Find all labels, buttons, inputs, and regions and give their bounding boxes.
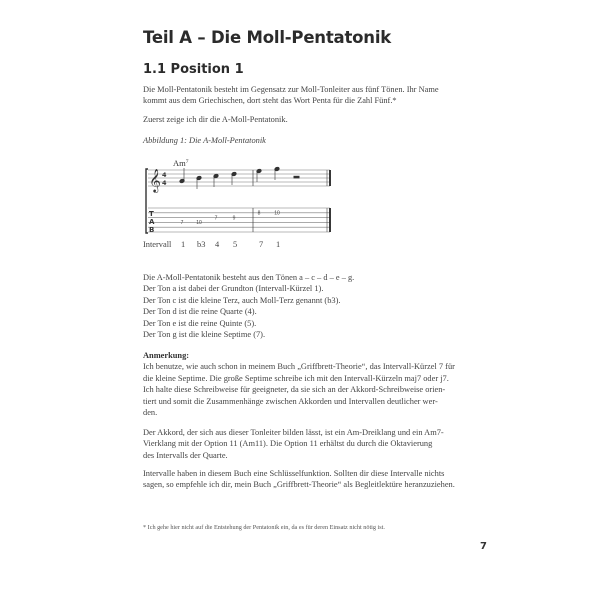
svg-text:7: 7 (214, 215, 218, 222)
figure-caption: Abbildung 1: Die A-Moll-Pentatonik (143, 136, 266, 145)
interval-paragraph (143, 468, 461, 491)
text-line: den. (143, 408, 158, 418)
interval-value: 7 (259, 240, 264, 249)
text-line: Intervalle haben in diesem Buch eine Schlüsselfunktion. Sollten dir diese Intervalle nichts (143, 469, 445, 478)
tones-paragraph (143, 272, 461, 340)
svg-text:8: 8 (257, 210, 261, 217)
tab-clef (149, 210, 155, 234)
page-number: 7 (480, 541, 487, 552)
text-line: Der Ton g ist die kleine Septime (7). (143, 330, 266, 340)
chord-symbol: Am$^7$ (173, 158, 189, 168)
tab-lines (148, 208, 330, 232)
note-title: Anmerkung: (143, 351, 190, 360)
section-title: 1.1 Position 1 (143, 62, 244, 77)
interval-value: 5 (233, 240, 238, 249)
system-bracket (146, 169, 148, 233)
svg-text:7: 7 (180, 220, 184, 226)
chord-paragraph (143, 427, 461, 461)
text-line: Der Ton c ist die kleine Terz, auch Moll-Terz genannt (b3). (143, 295, 341, 305)
time-signature-top: 4 (162, 171, 167, 179)
text-line: Der Ton e ist die reine Quinte (5). (143, 318, 257, 328)
text-line: Der Ton d ist die reine Quarte (4). (143, 307, 257, 317)
chapter-heading: Teil A – Die Moll-Pentatonik (143, 28, 392, 47)
text-line: die kleine Septime. Die große Septime schreibe ich mit den Intervall-Kürzeln maj7 oder j7. (143, 373, 449, 383)
text-line: Der Ton a ist dabei der Grundton (Intervall-Kürzel 1). (143, 284, 324, 294)
svg-text:B: B (149, 226, 155, 234)
interval-label: Intervall (143, 240, 172, 249)
text-line: tiert und somit die Zusammenhänge zwischen Akkorden und Intervallen deutlicher wer- (143, 396, 438, 406)
treble-clef-icon: 𝄞 (149, 168, 161, 192)
svg-text:T: T (149, 210, 154, 218)
note-block (143, 350, 461, 418)
text-line: sagen, so empfehle ich dir, mein Buch „Griffbrett-Theorie“ als Begleitlektüre heranzuziehen. (143, 480, 455, 490)
text-line: kommt aus dem Griechischen, dort steht das Wort Penta für die Zahl Fünf.* (143, 96, 397, 106)
interval-value: 1 (181, 240, 186, 249)
svg-text:A: A (149, 218, 155, 226)
half-rest-icon (294, 176, 299, 178)
text-line: Ich halte diese Schreibweise für geeigneter, da sie sich an der Akkord-Schreibweise orien- (143, 385, 446, 395)
text-line: Vierklang mit der Option 11 (Am11). Die Option 11 erhältst du durch die Oktavierung (143, 439, 433, 449)
interval-value: b3 (197, 240, 206, 249)
intro-sentence (143, 114, 461, 125)
footnote: * Ich gehe hier nicht auf die Entstehung der Pentatonik ein, da es für deren Einsatz nicht nötig ist. (143, 524, 385, 531)
text-line: des Intervalls der Quarte. (143, 450, 228, 460)
staff-lines (148, 170, 330, 186)
svg-text:10: 10 (274, 210, 280, 217)
time-signature-bottom: 4 (162, 179, 167, 187)
interval-value: 1 (276, 240, 281, 249)
svg-text:10: 10 (196, 220, 202, 226)
text-line: Die A-Moll-Pentatonik besteht aus den Tönen a – c – d – e – g. (143, 273, 355, 282)
interval-value: 4 (215, 240, 220, 249)
text-line: Der Akkord, der sich aus dieser Tonleiter bilden lässt, ist ein Am-Dreiklang und ein Am7- (143, 428, 444, 437)
text-line: Ich benutze, wie auch schon in meinem Buch „Griffbrett-Theorie“, das Intervall-Kürzel 7 für (143, 362, 455, 372)
intro-paragraph (143, 84, 461, 107)
svg-text:9: 9 (232, 215, 236, 222)
text-line: Zuerst zeige ich dir die A-Moll-Pentatonik. (143, 115, 288, 124)
text-line: Die Moll-Pentatonik besteht im Gegensatz zur Moll-Tonleiter aus fünf Tönen. Ihr Name (143, 85, 439, 94)
